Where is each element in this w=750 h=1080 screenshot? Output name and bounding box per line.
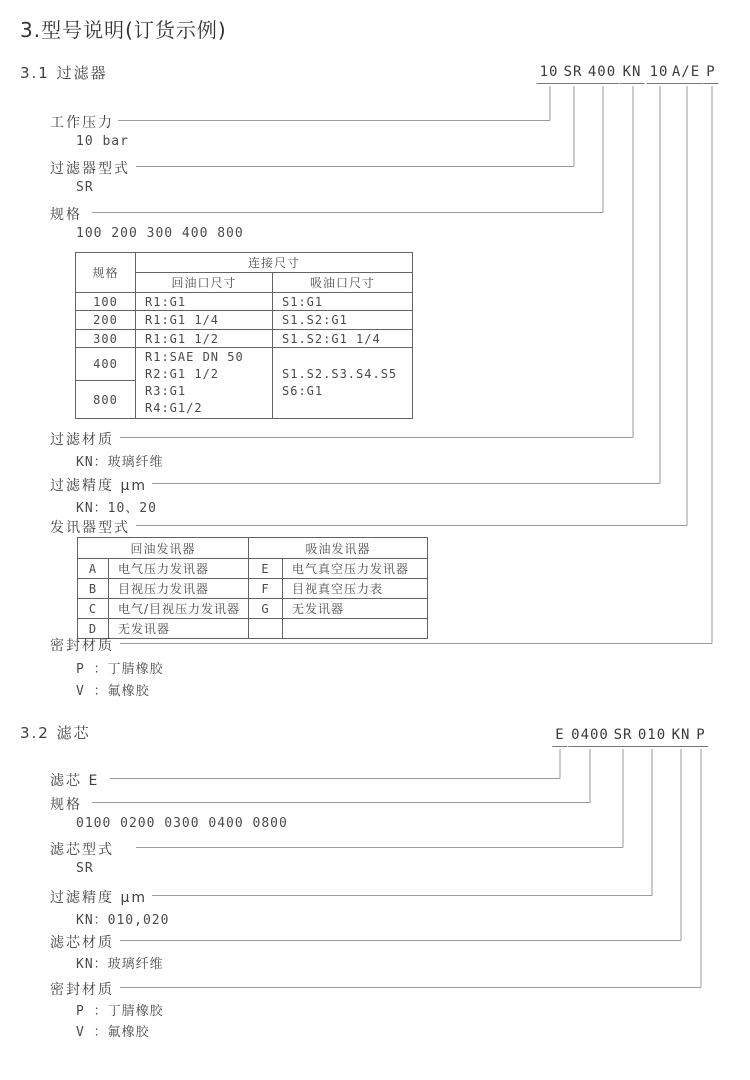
signaler-table [77, 537, 428, 639]
spec-value: 100 200 300 400 800 [76, 226, 244, 241]
col-header-spec: 规格 [76, 253, 136, 293]
element-spec-value: 0100 0200 0300 0400 0800 [76, 816, 288, 831]
spec-connection-table [75, 252, 413, 419]
cell-desc: 目视真空压力表 [283, 579, 428, 599]
cell-code: C [78, 599, 109, 619]
col-header-return-port: 回油口尺寸 [136, 273, 273, 293]
element-seal-p: P ：丁腈橡胶 [76, 1004, 164, 1019]
return-line: R4:G1/2 [145, 401, 203, 415]
cell-code: D [78, 619, 109, 639]
cell-return: R1:G1 1/2 [136, 330, 273, 348]
seal-material-p: P ：丁腈橡胶 [76, 662, 164, 677]
return-line: R3:G1 [145, 384, 187, 398]
filter-type-label: 过滤器型式 [50, 161, 130, 177]
cell-spec: 200 [76, 311, 136, 330]
cell-spec-400: 400 [76, 348, 136, 381]
cell-desc: 无发讯器 [109, 619, 249, 639]
cell-suction: S1:G1 [273, 293, 413, 311]
element-seal-label: 密封材质 [50, 982, 114, 998]
header-suction-signaler: 吸油发讯器 [249, 538, 428, 559]
filter-media-value: KN：玻璃纤维 [76, 455, 164, 470]
table-row [76, 330, 413, 348]
element-seal-v: V ：氟橡胶 [76, 1025, 150, 1040]
cell-code: B [78, 579, 109, 599]
table-row [78, 559, 428, 579]
return-line: R1:SAE DN 50 [145, 350, 244, 364]
page-title: 3.型号说明(订货示例) [20, 18, 227, 42]
element-core-label: 滤芯 E [50, 773, 100, 789]
suction-line: S1.S2.S3.S4.S5 [282, 367, 398, 381]
suction-line: S6:G1 [282, 384, 324, 398]
code-seg-media: KN [669, 727, 694, 747]
cell-return-merged [136, 348, 273, 419]
cell-desc: 电气/目视压力发讯器 [109, 599, 249, 619]
seal-material-v: V ：氟橡胶 [76, 684, 150, 699]
table-row [78, 579, 428, 599]
working-pressure-value: 10 bar [76, 134, 129, 149]
element-media-label: 滤芯材质 [50, 935, 114, 951]
cell-spec: 100 [76, 293, 136, 311]
element-type-value: SR [76, 861, 94, 876]
element-rating-label: 过滤精度 μm [50, 890, 147, 906]
code-seg-seal: P [703, 64, 718, 84]
code-seg-media: KN [620, 64, 645, 84]
filter-media-label: 过滤材质 [50, 432, 114, 448]
code-seg-spec: 0400 [568, 727, 612, 747]
code-seg-spec: 400 [585, 64, 619, 84]
code-seg-seal: P [693, 727, 708, 747]
seal-material-label: 密封材质 [50, 638, 114, 654]
code-seg-signaler: A/E [669, 64, 703, 84]
table-row [76, 348, 413, 381]
element-type-label: 滤芯型式 [50, 842, 114, 858]
code-seg-rating: 010 [635, 727, 669, 747]
cell-desc: 目视压力发讯器 [109, 579, 249, 599]
element-rating-value: KN：010,020 [76, 913, 170, 928]
cell-spec-800: 800 [76, 381, 136, 419]
cell-return: R1:G1 1/4 [136, 311, 273, 330]
cell-suction-merged [273, 348, 413, 419]
table-row [78, 619, 428, 639]
cell-code [249, 619, 283, 639]
table-row [76, 311, 413, 330]
cell-code: E [249, 559, 283, 579]
col-header-connection: 连接尺寸 [136, 253, 413, 273]
cell-code: A [78, 559, 109, 579]
filtration-rating-value: KN：10、20 [76, 501, 157, 516]
table-row [76, 293, 413, 311]
code-seg-rating: 10 [647, 64, 672, 84]
filter-type-value: SR [76, 180, 94, 195]
table-row [78, 599, 428, 619]
code-seg-type: SR [561, 64, 586, 84]
code-seg-pressure: 10 [537, 64, 562, 84]
code-seg-core: E [552, 727, 567, 747]
section-3-2-heading: 3.2 滤芯 [20, 724, 91, 742]
section-3-1-heading: 3.1 过滤器 [20, 64, 108, 82]
cell-spec: 300 [76, 330, 136, 348]
code-seg-type: SR [611, 727, 636, 747]
spec-label: 规格 [50, 207, 82, 223]
element-spec-label: 规格 [50, 797, 82, 813]
header-return-signaler: 回油发讯器 [78, 538, 249, 559]
cell-desc: 无发讯器 [283, 599, 428, 619]
cell-return: R1:G1 [136, 293, 273, 311]
signaler-type-label: 发讯器型式 [50, 520, 130, 536]
return-line: R2:G1 1/2 [145, 367, 220, 381]
working-pressure-label: 工作压力 [50, 115, 114, 131]
filtration-rating-label: 过滤精度 μm [50, 478, 147, 494]
cell-desc: 电气压力发讯器 [109, 559, 249, 579]
cell-desc: 电气真空压力发讯器 [283, 559, 428, 579]
element-leader-lines [92, 749, 701, 988]
cell-code: G [249, 599, 283, 619]
element-media-value: KN：玻璃纤维 [76, 957, 164, 972]
cell-code: F [249, 579, 283, 599]
col-header-suction-port: 吸油口尺寸 [273, 273, 413, 293]
cell-suction: S1.S2:G1 1/4 [273, 330, 413, 348]
cell-desc [283, 619, 428, 639]
cell-suction: S1.S2:G1 [273, 311, 413, 330]
